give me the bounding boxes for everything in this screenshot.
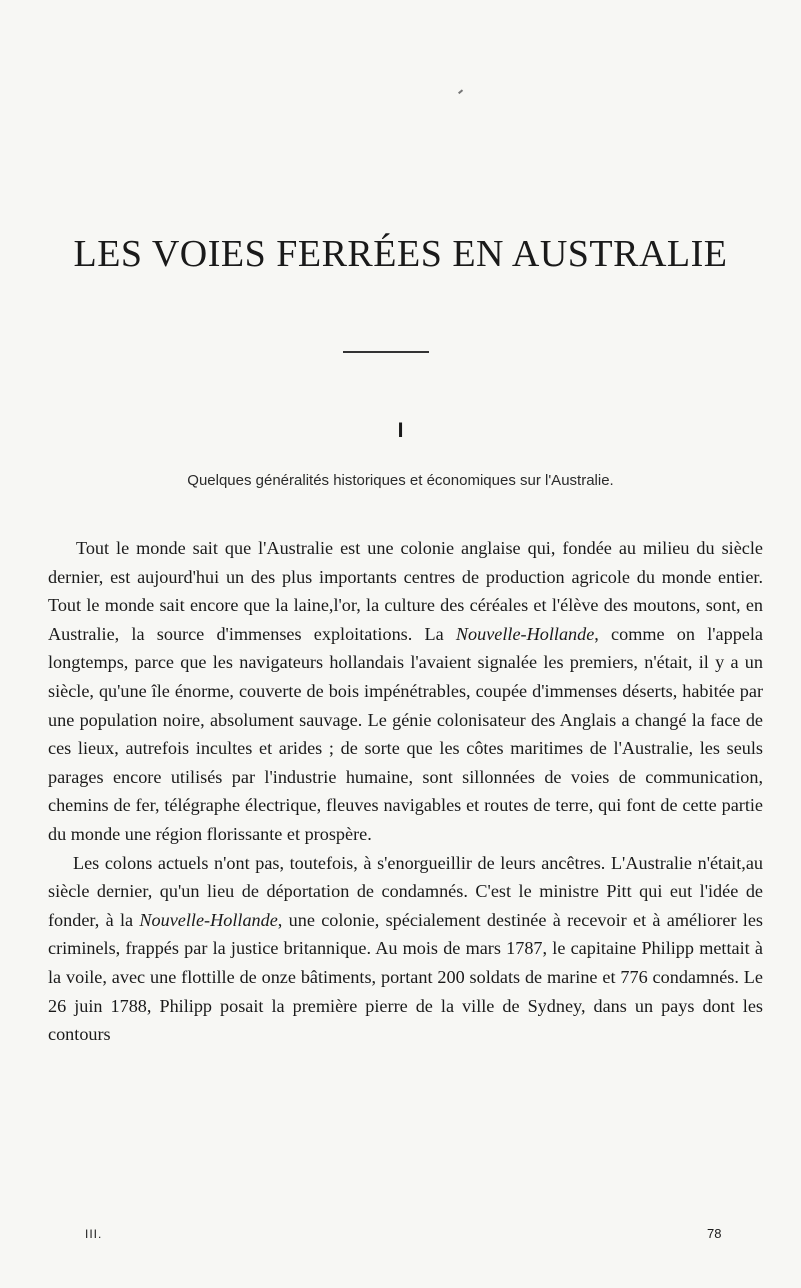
body-text bbox=[48, 534, 763, 1049]
footer-page-number: 78 bbox=[707, 1226, 722, 1241]
paragraph-2-italic: Nouvelle-Hollande bbox=[139, 909, 278, 930]
paragraph-2-text-b: , une colonie, spécialement destinée à recevoir et à améliorer les criminels, frappés par la justice britannique. Au mois de mars 1787, le capitaine Philipp mettait à la voile, avec une flottille de onze bâtiments, portant 200 soldats de marine et 776 condamnés. Le 26 juin 1788, Philipp posait la première pierre de la ville de Sydney, dans un pays dont les contours bbox=[48, 909, 763, 1045]
paragraph-2-text-a: Les colons actuels n'ont pas, toutefois, à s'enorgueillir de leurs ancêtres. L'Australie n'était,au siècle dernier, qu'un lieu de déportation de condamnés. C'est le ministre Pitt qui eut l'idée de fonder, à la bbox=[48, 852, 763, 930]
section-number: I bbox=[397, 419, 404, 442]
ink-speck bbox=[458, 89, 467, 98]
title-divider bbox=[343, 351, 429, 353]
paragraph-1 bbox=[48, 534, 763, 849]
paragraph-2 bbox=[48, 849, 763, 1049]
section-subtitle: Quelques généralités historiques et économiques sur l'Australie. bbox=[187, 472, 614, 489]
page-title: LES VOIES FERRÉES EN AUSTRALIE bbox=[73, 233, 728, 275]
footer-volume: III. bbox=[85, 1227, 103, 1241]
paragraph-1-text-a: Tout le monde sait que l'Australie est une colonie anglaise qui, fondée au milieu du siècle dernier, est aujourd'hui un des plus importants centres de production agricole du monde entier. Tout le monde sait encore que la laine,l'or, la culture des céréales et l'élève des moutons, sont, en Australie, la source d'immenses exploitations. La bbox=[48, 538, 763, 644]
paragraph-1-text-b: , comme on l'appela longtemps, parce que les navigateurs hollandais l'avaient signalée les premiers, n'était, il y a un siècle, qu'une île énorme, couverte de bois impénétrables, coupée d'immenses déserts, habitée par une population noire, absolument sauvage. Le génie colonisateur des Anglais a changé la face de ces lieux, autrefois incultes et arides ; de sorte que les côtes maritimes de l'Australie, les seuls parages encore utilisés par l'industrie humaine, sont sillonnées de voies de communication, chemins de fer, télégraphe électrique, fleuves navigables et routes de terre, qui font de cette partie du monde une région florissante et prospère. bbox=[48, 623, 763, 844]
paragraph-1-italic: Nouvelle-Hollande bbox=[455, 623, 595, 644]
